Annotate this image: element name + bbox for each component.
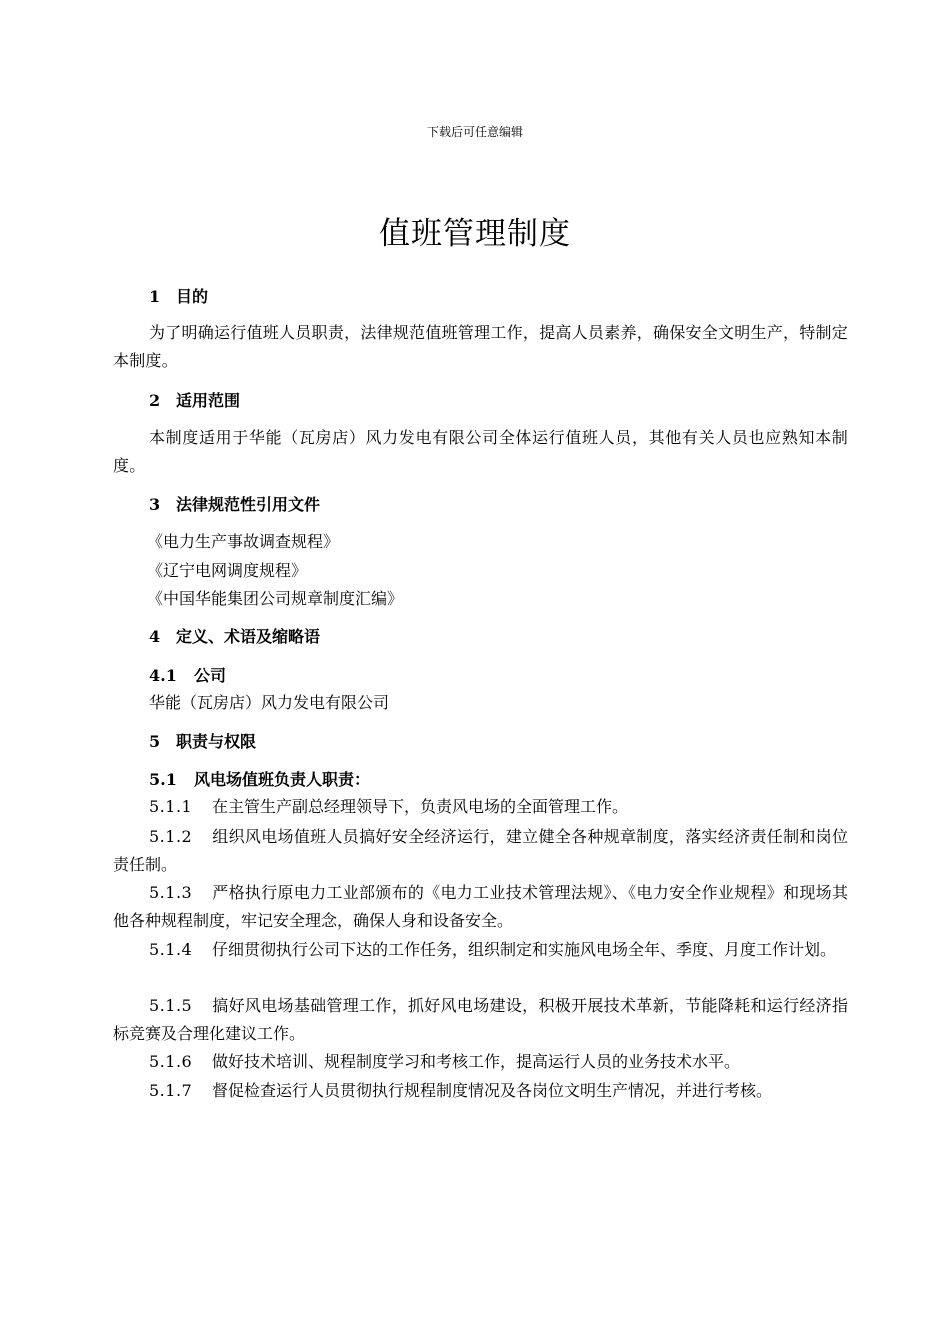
item-number: 5.1.6 <box>149 1052 193 1071</box>
subsection-title: 公司 <box>194 666 227 685</box>
reference-item: 《中国华能集团公司规章制度汇编》 <box>147 589 404 608</box>
section-title: 职责与权限 <box>176 732 257 751</box>
section-title: 定义、术语及缩略语 <box>176 627 321 646</box>
section-2-heading <box>149 390 240 412</box>
duty-item <box>113 936 848 964</box>
duty-item <box>113 879 848 935</box>
section-number: 1 <box>149 287 161 306</box>
item-number: 5.1.3 <box>149 883 193 902</box>
item-number: 5.1.7 <box>149 1081 193 1100</box>
subsection-title: 风电场值班负责人职责： <box>194 770 371 789</box>
item-number: 5.1.5 <box>149 996 193 1015</box>
item-text: 搞好风电场基础管理工作，抓好风电场建设，积极开展技术革新，节能降耗和运行经济指标竞赛及合理化建议工作。 <box>113 996 848 1043</box>
duty-item <box>113 1077 848 1105</box>
item-text: 组织风电场值班人员搞好安全经济运行，建立健全各种规章制度，落实经济责任制和岗位责任制。 <box>113 827 848 874</box>
subsection-5-1-heading <box>149 769 370 791</box>
duty-item <box>113 992 848 1048</box>
section-3-heading <box>149 494 320 516</box>
item-text: 做好技术培训、规程制度学习和考核工作，提高运行人员的业务技术水平。 <box>212 1052 741 1071</box>
item-text: 仔细贯彻执行公司下达的工作任务，组织制定和实施风电场全年、季度、月度工作计划。 <box>212 940 837 959</box>
section-title: 法律规范性引用文件 <box>176 495 321 514</box>
section-number: 3 <box>149 495 161 514</box>
section-title: 适用范围 <box>176 391 241 410</box>
duty-item <box>113 793 848 821</box>
section-1-heading <box>149 286 208 308</box>
subsection-4-1-heading <box>149 665 226 687</box>
section-5-heading <box>149 731 256 753</box>
subsection-number: 4.1 <box>149 666 177 685</box>
section-1-body: 为了明确运行值班人员职责，法律规范值班管理工作，提高人员素养，确保安全文明生产，特制定本制度。 <box>113 323 848 370</box>
duty-item <box>113 823 848 879</box>
subsection-number: 5.1 <box>149 770 177 789</box>
item-text: 督促检查运行人员贯彻执行规程制度情况及各岗位文明生产情况，并进行考核。 <box>212 1081 773 1100</box>
section-number: 2 <box>149 391 161 410</box>
document-title: 值班管理制度 <box>379 216 571 252</box>
section-number: 4 <box>149 627 161 646</box>
item-number: 5.1.4 <box>149 940 193 959</box>
section-number: 5 <box>149 732 161 751</box>
section-title: 目的 <box>176 287 209 306</box>
subsection-4-1-body: 华能（瓦房店）风力发电有限公司 <box>149 693 390 712</box>
header-note: 下载后可任意编辑 <box>426 125 523 139</box>
item-text: 在主管生产副总经理领导下，负责风电场的全面管理工作。 <box>212 797 629 816</box>
item-number: 5.1.1 <box>149 797 193 816</box>
section-2-body: 本制度适用于华能（瓦房店）风力发电有限公司全体运行值班人员，其他有关人员也应熟知本制度。 <box>113 428 848 475</box>
reference-item: 《辽宁电网调度规程》 <box>147 561 308 580</box>
section-4-heading <box>149 626 320 648</box>
item-text: 严格执行原电力工业部颁布的《电力工业技术管理法规》、《电力安全作业规程》和现场其他各种规程制度，牢记安全理念，确保人身和设备安全。 <box>113 883 848 930</box>
item-number: 5.1.2 <box>149 827 193 846</box>
duty-item <box>113 1048 848 1076</box>
reference-item: 《电力生产事故调查规程》 <box>147 532 340 551</box>
